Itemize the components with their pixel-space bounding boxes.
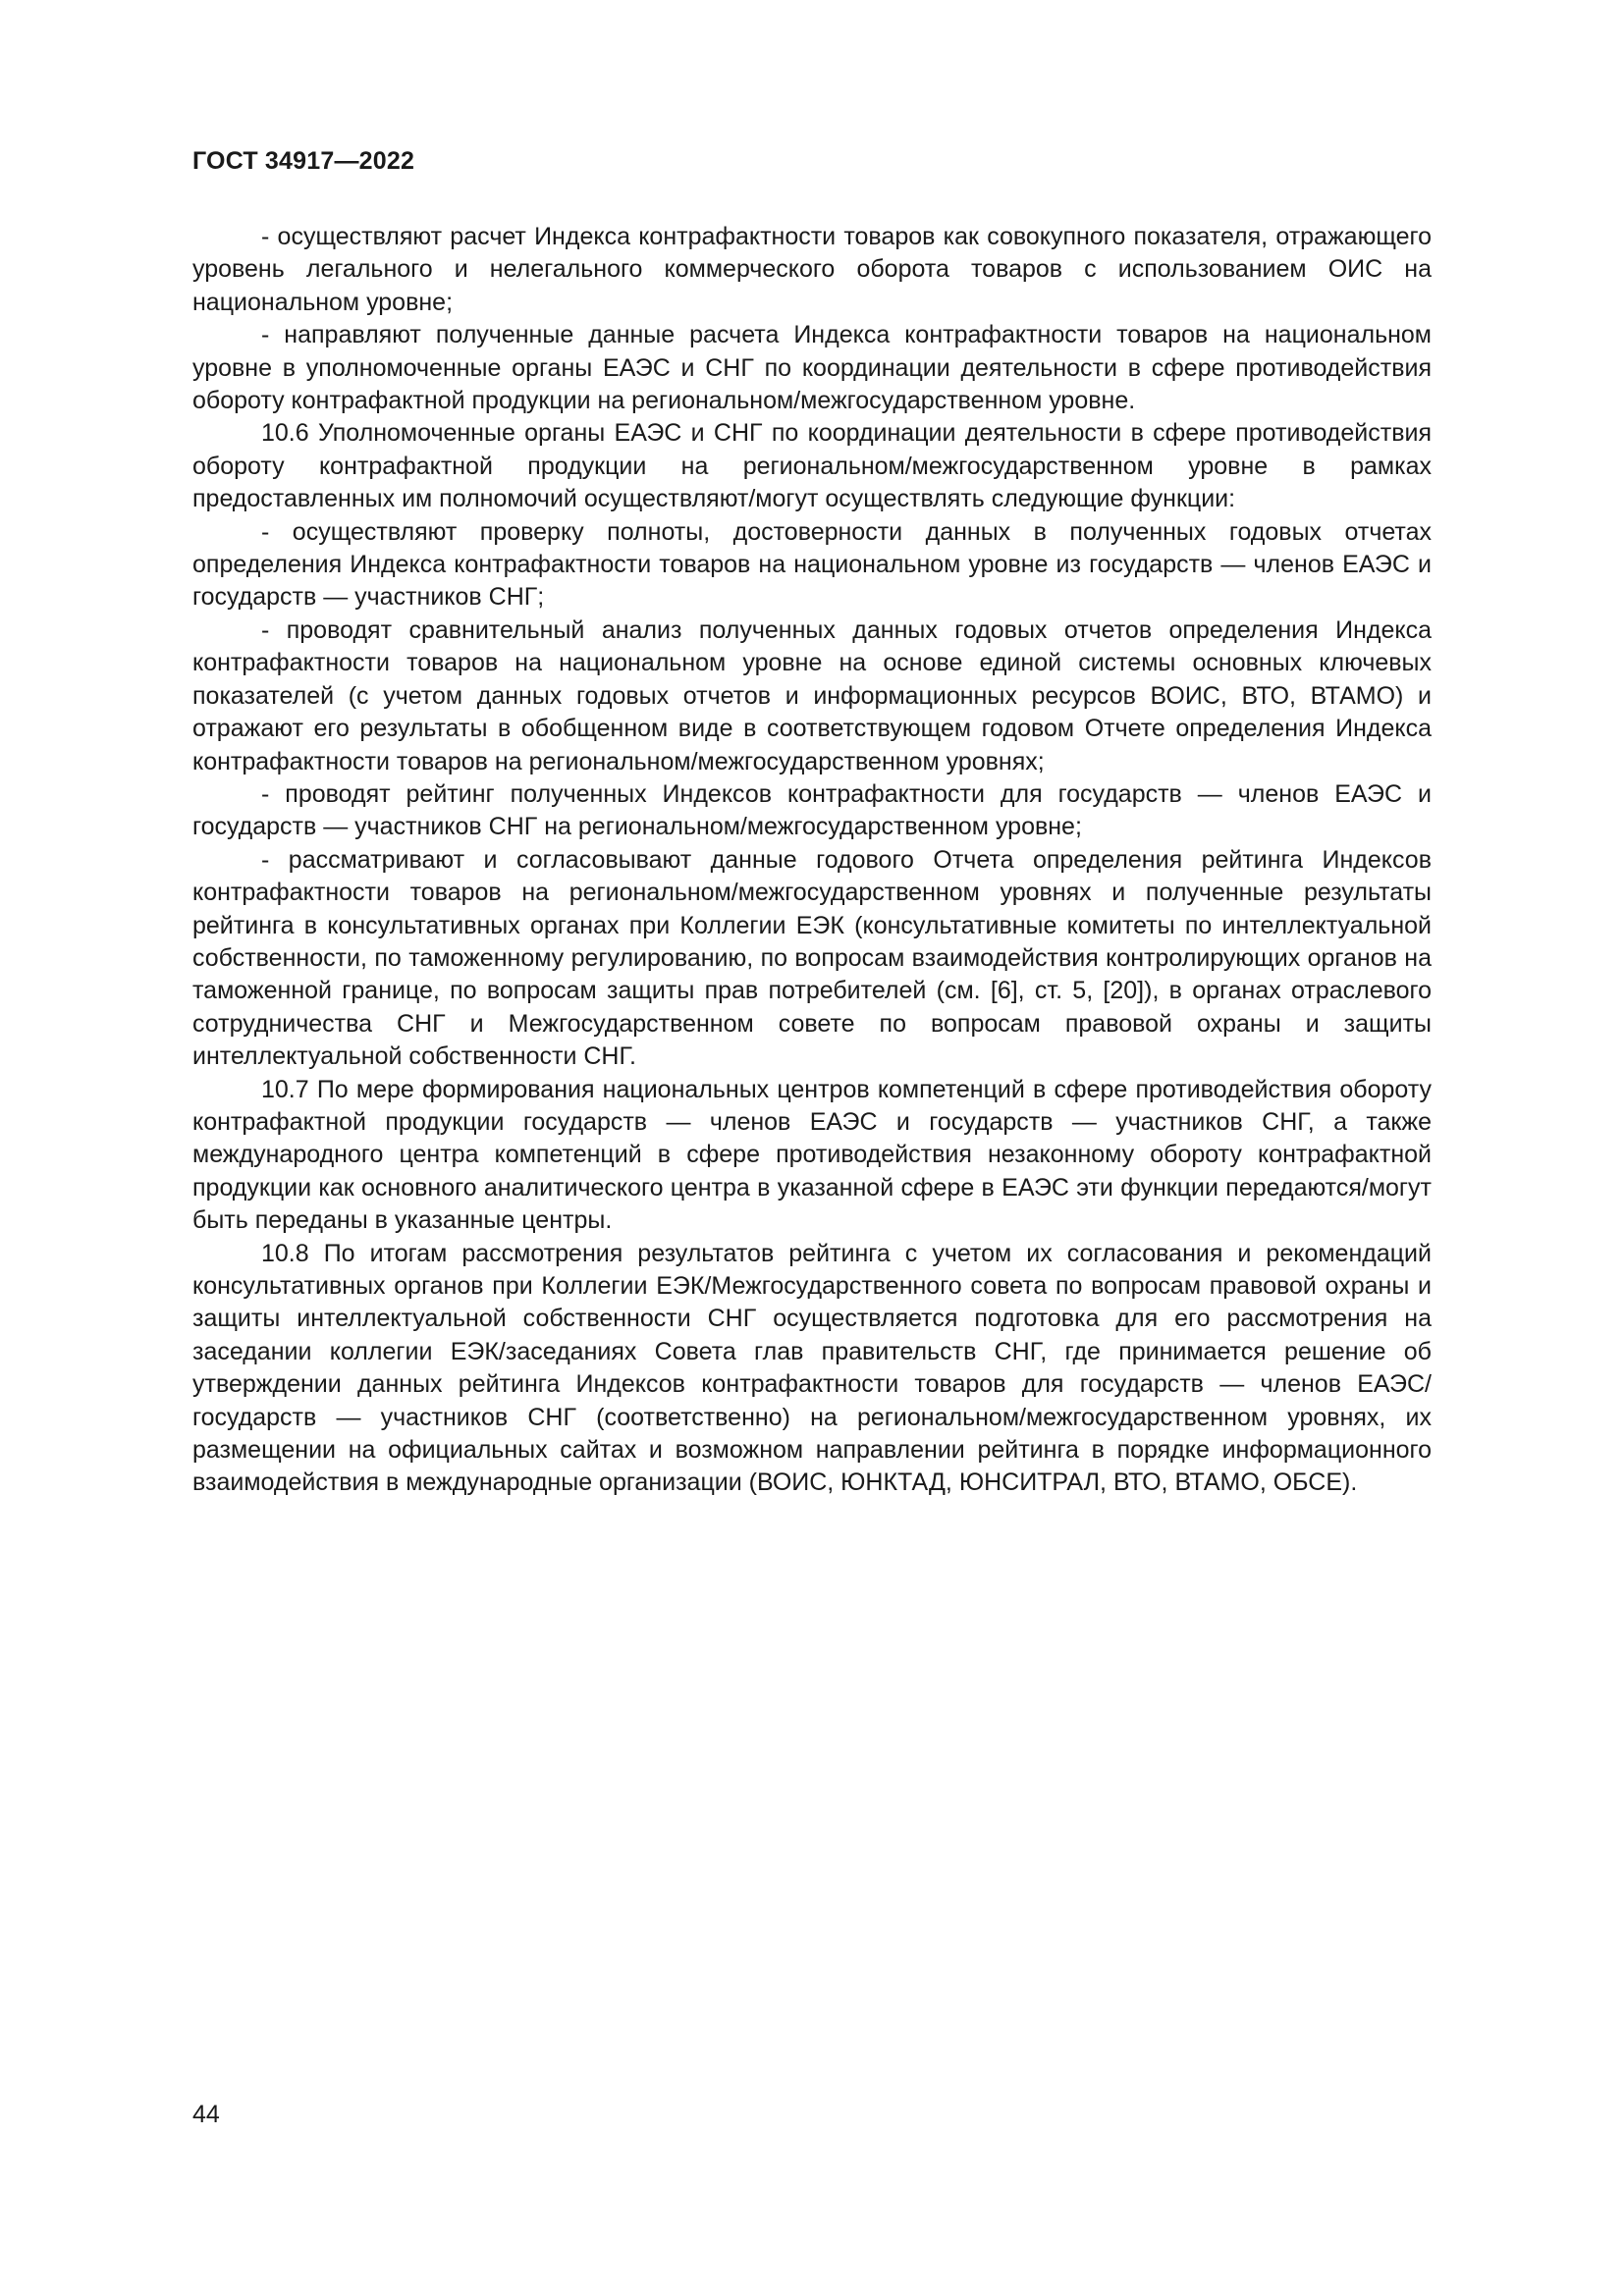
paragraph-10-7: 10.7 По мере формирования национальных центров компетенций в сфере противодействия обороту контрафактной продукции государств — членов ЕАЭС и государств — участников СНГ, а также международного центра компетенций в сфере противодействия незаконному обороту контрафактной продукции как основного аналитического центра в указанной сфере в ЕАЭС эти функции передаются/могут быть переданы в указанные центры.	[192, 1075, 1432, 1235]
paragraph-bullet-calculate-index: - осуществляют расчет Индекса контрафактности товаров как совокупного показателя, отражающего уровень легального и нелегального коммерческого оборота товаров с использованием ОИС на национальном уровне;	[192, 223, 1432, 316]
paragraph-10-6: 10.6 Уполномоченные органы ЕАЭС и СНГ по координации деятельности в сфере противодействия обороту контрафактной продукции на региональном/межгосударственном уровне в рамках предоставленных им полномочий осуществляют/могут осуществлять следующие функции:	[192, 419, 1432, 513]
page-number: 44	[192, 2101, 220, 2128]
paragraph-bullet-rating: - проводят рейтинг полученных Индексов контрафактности для государств — членов ЕАЭС и государств — участников СНГ на региональном/межгосударственном уровне;	[192, 779, 1432, 841]
document-body	[192, 221, 1432, 1500]
paragraph-bullet-review-approve: - рассматривают и согласовывают данные годового Отчета определения рейтинга Индексов контрафактности товаров на региональном/межгосударственном уровнях и полученные результаты рейтинга в консультативных органах при Коллегии ЕЭК (консультативные комитеты по интеллектуальной собственности, по таможенному регулированию, по вопросам взаимодействия контролирующих органов на таможенной границе, по вопросам защиты прав потребителей (см. [6], ст. 5, [20]), в органах отраслевого сотрудничества СНГ и Межгосударственном совете по вопросам правовой охраны и защиты интеллектуальной собственности СНГ.	[192, 845, 1432, 1071]
paragraph-bullet-send-data: - направляют полученные данные расчета Индекса контрафактности товаров на национальном уровне в уполномоченные органы ЕАЭС и СНГ по координации деятельности в сфере противодействия обороту контрафактной продукции на региональном/межгосударственном уровне.	[192, 321, 1432, 415]
paragraph-10-8: 10.8 По итогам рассмотрения результатов рейтинга с учетом их согласования и рекомендаций консультативных органов при Коллегии ЕЭК/Межгосударственного совета по вопросам правовой охраны и защиты интеллектуальной собственности СНГ осуществляется подготовка для его рассмотрения на заседании коллегии ЕЭК/заседаниях Совета глав правительств СНГ, где принимается решение об утверждении данных рейтинга Индексов контрафактности товаров для государств — членов ЕАЭС/государств — участников СНГ (соответственно) на региональном/межгосударственном уровнях, их размещении на официальных сайтах и возможном направлении рейтинга в порядке информационного взаимодействия в международные организации (ВОИС, ЮНКТАД, ЮНСИТРАЛ, ВТО, ВТАМО, ОБСЕ).	[192, 1239, 1432, 1497]
paragraph-bullet-comparative-analysis: - проводят сравнительный анализ полученных данных годовых отчетов определения Индекса контрафактности товаров на национальном уровне на основе единой системы основных ключевых показателей (с учетом данных годовых отчетов и информационных ресурсов ВОИС, ВТО, ВТАМО) и отражают его результаты в обобщенном виде в соответствующем годовом Отчете определения Индекса контрафактности товаров на региональном/межгосударственном уровнях;	[192, 615, 1432, 775]
document-header: ГОСТ 34917—2022	[192, 147, 415, 175]
paragraph-bullet-verify-data: - осуществляют проверку полноты, достоверности данных в полученных годовых отчетах определения Индекса контрафактности товаров на национальном уровне из государств — членов ЕАЭС и государств — участников СНГ;	[192, 517, 1432, 612]
